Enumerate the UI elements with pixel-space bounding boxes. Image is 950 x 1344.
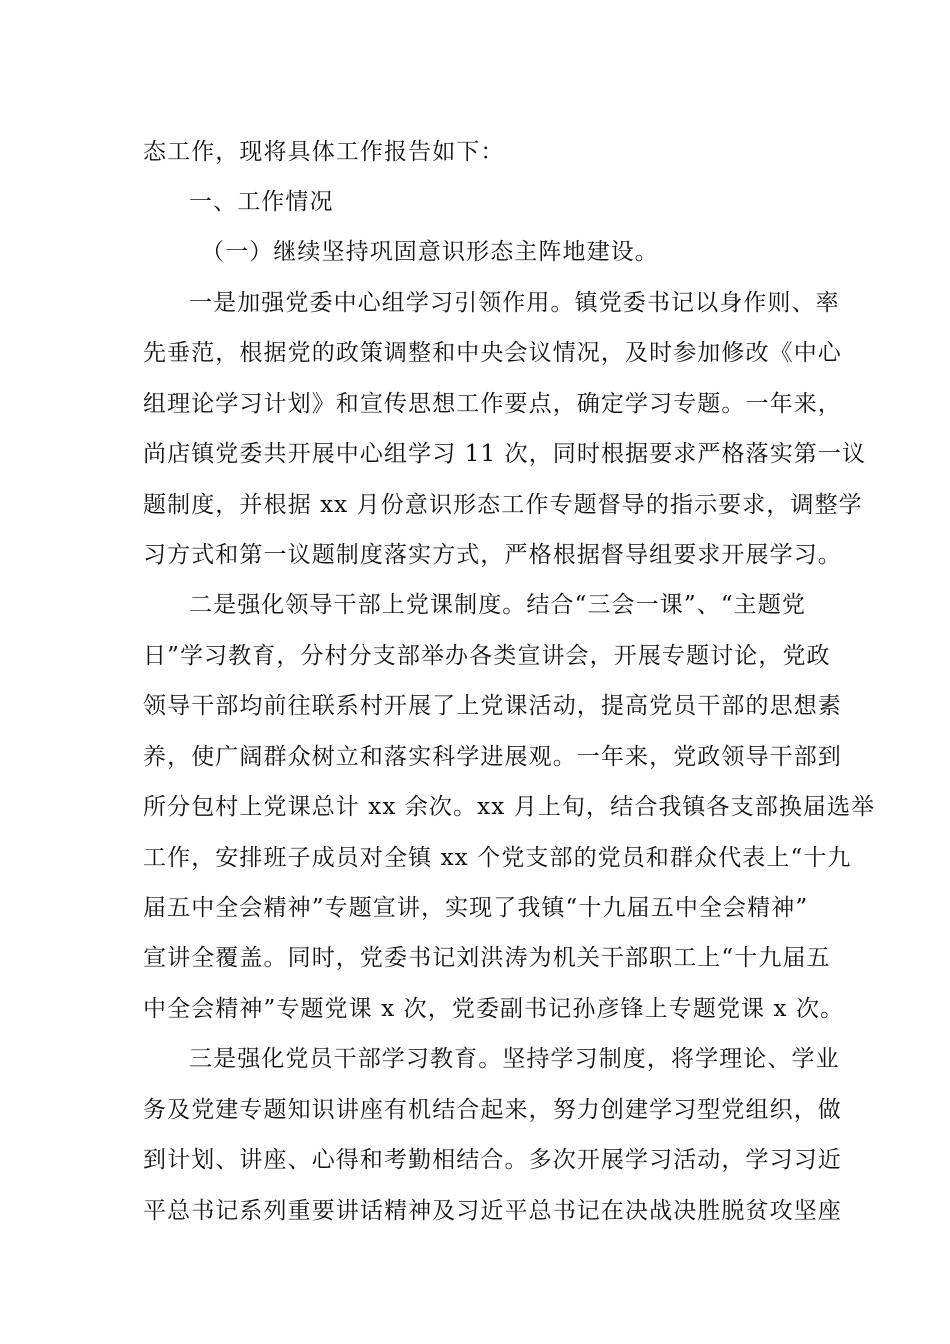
paragraph-line: 二是强化领导干部上党课制度。结合“三会一课”、“主题党 (189, 592, 806, 618)
paragraph-line: 领导干部均前往联系村开展了上党课活动，提高党员干部的思想素 (143, 693, 842, 719)
paragraph-line: 养，使广阔群众树立和落实科学进展观。一年来，党政领导干部到 (143, 744, 842, 770)
paragraph-line: 先垂范，根据党的政策调整和中央会议情况，及时参加修改《中心 (143, 340, 842, 366)
paragraph-line: 平总书记系列重要讲话精神及习近平总书记在决战决胜脱贫攻坚座 (143, 1198, 842, 1224)
paragraph-line: 工作，安排班子成员对全镇 xx 个党支部的党员和群众代表上“十九 (143, 845, 852, 871)
text-line: 态工作，现将具体工作报告如下： (143, 139, 505, 165)
paragraph-line: 届五中全会精神”专题宣讲，实现了我镇“十九届五中全会精神” (143, 895, 809, 921)
paragraph-line: 到计划、讲座、心得和考勤相结合。多次开展学习活动，学习习近 (143, 1147, 842, 1173)
paragraph-line: 中全会精神”专题党课 x 次，党委副书记孙彦锋上专题党课 x 次。 (143, 996, 845, 1022)
paragraph-line: 三是强化党员干部学习教育。坚持学习制度，将学理论、学业 (189, 1046, 840, 1072)
paragraph-line: 题制度，并根据 xx 月份意识形态工作专题督导的指示要求，调整学 (143, 492, 863, 518)
paragraph-line: 一是加强党委中心组学习引领作用。镇党委书记以身作则、率 (189, 290, 840, 316)
paragraph-line: 日”学习教育，分村分支部举办各类宣讲会，开展专题讨论，党政 (143, 643, 831, 669)
paragraph-line: 宣讲全覆盖。同时，党委书记刘洪涛为机关干部职工上“十九届五 (143, 945, 831, 971)
subsection-heading: （一）继续坚持巩固意识形态主阵地建设。 (201, 239, 659, 265)
section-heading: 一、工作情况 (189, 189, 334, 215)
paragraph-line: 务及党建专题知识讲座有机结合起来，努力创建学习型党组织，做 (143, 1097, 842, 1123)
paragraph-line: 组理论学习计划》和宣传思想工作要点，确定学习专题。一年来， (143, 391, 842, 417)
paragraph-line: 尚店镇党委共开展中心组学习 11 次，同时根据要求严格落实第一议 (143, 441, 867, 467)
paragraph-line: 所分包村上党课总计 xx 余次。xx 月上旬，结合我镇各支部换届选举 (143, 794, 876, 820)
paragraph-line: 习方式和第一议题制度落实方式，严格根据督导组要求开展学习。 (143, 542, 842, 568)
